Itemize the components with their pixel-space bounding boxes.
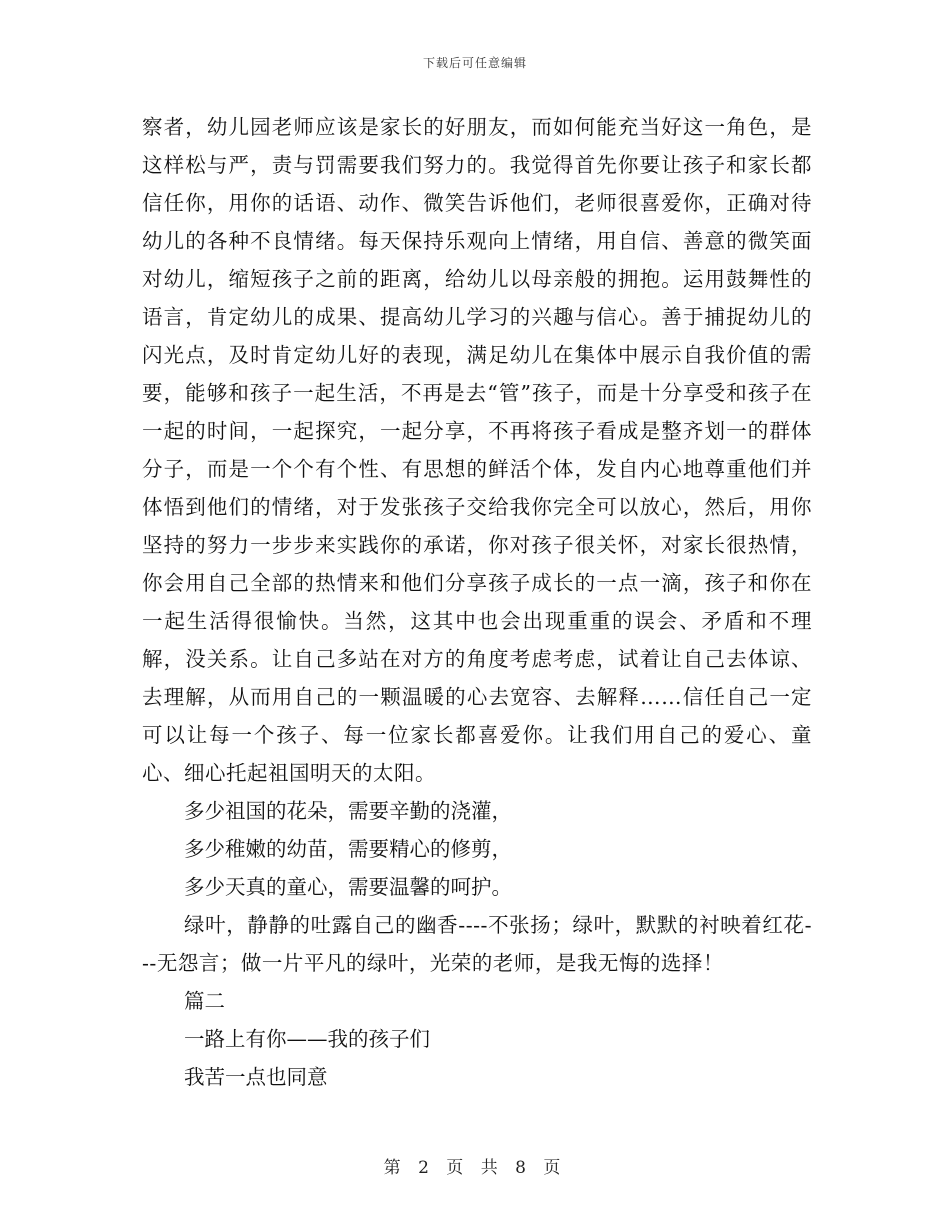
page-footer: 第 2 页 共 8 页 [383,1158,567,1178]
page-header: 下载后可任意编辑 [422,56,527,70]
section-title: 篇二 [184,989,225,1013]
document-body [142,108,812,1096]
poem-line-childlike: 多少天真的童心，需要温馨的呵护。 [184,875,512,899]
poem-line-flower: 多少祖国的花朵，需要辛勤的浇灌， [184,799,512,823]
body-paragraph-leaf: 绿叶，静静的吐露自己的幽香----不张扬；绿叶，默默的衬映着红花---无怨言；做一片平凡的绿叶，光荣的老师，是我无悔的选择！ [142,913,812,975]
poem-line-seedling: 多少稚嫩的幼苗，需要精心的修剪， [184,837,512,861]
body-paragraph-1: 察者，幼儿园老师应该是家长的好朋友，而如何能充当好这一角色，是这样松与严，责与罚需要我们努力的。我觉得首先你要让孩子和家长都信任你，用你的话语、动作、微笑告诉他们，老师很喜爱你，正确对待幼儿的各种不良情绪。每天保持乐观向上情绪，用自信、善意的微笑面对幼儿，缩短孩子之前的距离，给幼儿以母亲般的拥抱。运用鼓舞性的语言，肯定幼儿的成果、提高幼儿学习的兴趣与信心。善于捕捉幼儿的闪光点，及时肯定幼儿好的表现，满足幼儿在集体中展示自我价值的需要，能够和孩子一起生活，不再是去“管”孩子，而是十分享受和孩子在一起的时间，一起探究，一起分享，不再将孩子看成是整齐划一的群体分子，而是一个个有个性、有思想的鲜活个体，发自内心地尊重他们并体悟到他们的情绪，对于发张孩子交给我你完全可以放心，然后，用你坚持的努力一步步来实践你的承诺，你对孩子很关怀，对家长很热情，你会用自己全部的热情来和他们分享孩子成长的一点一滴，孩子和你在一起生活得很愉快。当然，这其中也会出现重重的误会、矛盾和不理解，没关系。让自己多站在对方的角度考虑考虑，试着让自己去体谅、去理解，从而用自己的一颗温暖的心去宽容、去解释……信任自己一定可以让每一个孩子、每一位家长都喜爱你。让我们用自己的爱心、童心、细心托起祖国明天的太阳。 [142,115,812,785]
body-last-line: 我苦一点也同意 [184,1065,328,1089]
section-subtitle: 一路上有你——我的孩子们 [184,1027,430,1051]
